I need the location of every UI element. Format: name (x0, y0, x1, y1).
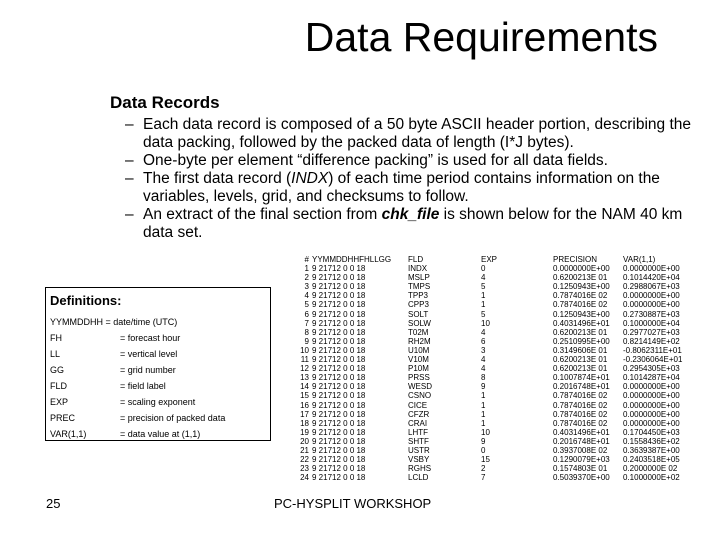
cell-value: 0.0000000E+00 (623, 418, 680, 428)
footer-text: PC-HYSPLIT WORKSHOP (274, 496, 432, 511)
cell-datetime: 9 21712 0 0 18 (312, 373, 366, 383)
table-header-row (297, 255, 683, 264)
cell-index: 18 (300, 418, 309, 428)
cell-datetime: 9 21712 0 0 18 (312, 291, 366, 301)
cell-index: 6 (304, 309, 309, 319)
bullet-italic-term: INDX (291, 170, 329, 187)
definition-row (50, 413, 225, 423)
cell-exponent: 4 (481, 364, 486, 374)
cell-index: 3 (304, 282, 309, 292)
cell-precision: 0.7874016E 02 (553, 409, 608, 419)
table-row (297, 282, 683, 291)
table-row (297, 300, 683, 309)
cell-field: V10M (408, 355, 429, 365)
bullet-text: One-byte per element “difference packing” is used for all data fields. (143, 152, 608, 169)
cell-field: INDX (408, 264, 428, 274)
table-row (297, 364, 683, 373)
cell-field: CPP3 (408, 300, 429, 310)
cell-value: 0.0000000E+00 (623, 391, 680, 401)
cell-precision: 0.3149606E 01 (553, 345, 608, 355)
cell-precision: 0.1574803E 01 (553, 464, 608, 474)
definition-value: = field label (120, 381, 166, 391)
definition-row (50, 397, 195, 407)
cell-datetime: 9 21712 0 0 18 (312, 409, 366, 419)
bullet-item (125, 116, 705, 152)
definition-key: YYMMDDHH = date/time (UTC) (50, 317, 178, 327)
definition-value: = forecast hour (120, 333, 181, 343)
cell-field: CFZR (408, 409, 430, 419)
cell-value: 0.2977027E+03 (623, 327, 680, 337)
table-row (297, 355, 683, 364)
cell-exponent: 5 (481, 282, 486, 292)
definition-key: FLD (50, 381, 68, 391)
definition-row (50, 317, 177, 327)
table-row (297, 264, 683, 273)
cell-precision: 0.2510995E+00 (553, 336, 610, 346)
cell-value: 0.2954305E+03 (623, 364, 680, 374)
col-header-index: # (304, 255, 309, 264)
cell-index: 8 (304, 327, 309, 337)
cell-index: 19 (300, 427, 309, 437)
cell-value: 0.2730887E+03 (623, 309, 680, 319)
cell-exponent: 15 (481, 455, 490, 465)
cell-datetime: 9 21712 0 0 18 (312, 300, 366, 310)
cell-field: CSNO (408, 391, 432, 401)
cell-index: 17 (300, 409, 309, 419)
cell-value: 0.1558436E+02 (623, 436, 680, 446)
cell-exponent: 0 (481, 264, 486, 274)
cell-index: 11 (300, 355, 309, 365)
cell-datetime: 9 21712 0 0 18 (312, 364, 366, 374)
definition-value: = vertical level (120, 349, 178, 359)
cell-index: 13 (300, 373, 309, 383)
cell-datetime: 9 21712 0 0 18 (312, 345, 366, 355)
cell-value: 0.0000000E+00 (623, 291, 680, 301)
cell-datetime: 9 21712 0 0 18 (312, 418, 366, 428)
col-header-field: FLD (408, 255, 424, 264)
cell-index: 2 (304, 273, 309, 283)
cell-field: LHTF (408, 427, 428, 437)
definition-value: = data value at (1,1) (120, 429, 201, 439)
cell-precision: 0.6200213E 01 (553, 364, 608, 374)
cell-value: -0.2306064E+01 (623, 355, 683, 365)
page-number: 25 (46, 496, 61, 511)
definition-key: FH (50, 333, 62, 343)
definition-row (50, 349, 177, 359)
table-row (297, 291, 683, 300)
cell-value: 0.1014287E+04 (623, 373, 680, 383)
cell-precision: 0.6200213E 01 (553, 327, 608, 337)
section-title: Data Records (110, 93, 220, 112)
cell-datetime: 9 21712 0 0 18 (312, 400, 366, 410)
cell-index: 1 (304, 264, 309, 274)
cell-exponent: 1 (481, 300, 486, 310)
cell-precision: 0.1007874E+01 (553, 373, 610, 383)
cell-exponent: 10 (481, 318, 490, 328)
definitions-box (45, 287, 271, 441)
cell-datetime: 9 21712 0 0 18 (312, 336, 366, 346)
cell-datetime: 9 21712 0 0 18 (312, 473, 366, 483)
cell-datetime: 9 21712 0 0 18 (312, 309, 366, 319)
table-row (297, 273, 683, 282)
bullet-list (125, 116, 705, 242)
table-row (297, 428, 683, 437)
cell-exponent: 1 (481, 418, 486, 428)
bullet-text: is shown below for the NAM 40 km data set. (143, 206, 683, 241)
cell-exponent: 1 (481, 291, 486, 301)
cell-value: 0.1014420E+04 (623, 273, 680, 283)
cell-index: 20 (300, 436, 309, 446)
cell-precision: 0.1250943E+00 (553, 309, 610, 319)
cell-value: 0.1704450E+03 (623, 427, 680, 437)
definition-row (50, 381, 166, 391)
cell-field: PRSS (408, 373, 430, 383)
bullet-dash: – (125, 170, 134, 187)
cell-value: 0.8214149E+02 (623, 336, 680, 346)
cell-field: VSBY (408, 455, 430, 465)
cell-precision: 0.7874016E 02 (553, 400, 608, 410)
cell-datetime: 9 21712 0 0 18 (312, 355, 366, 365)
cell-datetime: 9 21712 0 0 18 (312, 273, 366, 283)
cell-exponent: 9 (481, 436, 486, 446)
table-row (297, 464, 683, 473)
cell-precision: 0.7874016E 02 (553, 391, 608, 401)
cell-datetime: 9 21712 0 0 18 (312, 436, 366, 446)
cell-field: SOLW (408, 318, 431, 328)
cell-exponent: 9 (481, 382, 486, 392)
cell-precision: 0.6200213E 01 (553, 355, 608, 365)
bullet-item (125, 152, 705, 170)
cell-exponent: 7 (481, 473, 486, 483)
cell-field: P10M (408, 364, 429, 374)
table-row (297, 446, 683, 455)
cell-exponent: 10 (481, 427, 490, 437)
cell-exponent: 1 (481, 409, 486, 419)
cell-value: 0.2403518E+05 (623, 455, 680, 465)
cell-exponent: 2 (481, 464, 486, 474)
col-header-datetime: YYMMDDHHFHLLGG (312, 255, 392, 264)
cell-value: 0.1000000E+04 (623, 318, 680, 328)
cell-precision: 0.1250943E+00 (553, 282, 610, 292)
table-row (297, 419, 683, 428)
cell-value: -0.8062311E+01 (623, 345, 682, 355)
cell-datetime: 9 21712 0 0 18 (312, 391, 366, 401)
bullet-text: An extract of the final section from (143, 206, 382, 223)
chk-file-extract-table (297, 255, 683, 482)
cell-precision: 0.4031496E+01 (553, 318, 610, 328)
definition-key: GG (50, 365, 65, 375)
cell-field: TMPS (408, 282, 431, 292)
definition-key: EXP (50, 397, 69, 407)
cell-exponent: 6 (481, 336, 486, 346)
cell-datetime: 9 21712 0 0 18 (312, 282, 366, 292)
cell-field: CICE (408, 400, 428, 410)
col-header-precision: PRECISION (553, 255, 598, 264)
col-header-value: VAR(1,1) (623, 255, 656, 264)
cell-field: LCLD (408, 473, 429, 483)
cell-precision: 0.3937008E 02 (553, 445, 608, 455)
definition-row (50, 333, 180, 343)
cell-exponent: 8 (481, 373, 486, 383)
table-row (297, 473, 683, 482)
table-row (297, 382, 683, 391)
bullet-item (125, 206, 705, 242)
cell-exponent: 4 (481, 327, 486, 337)
cell-index: 23 (300, 464, 309, 474)
cell-value: 0.2000000E 02 (623, 464, 678, 474)
table-row (297, 401, 683, 410)
cell-precision: 0.4031496E+01 (553, 427, 610, 437)
cell-exponent: 1 (481, 391, 486, 401)
cell-value: 0.0000000E+00 (623, 400, 680, 410)
cell-exponent: 1 (481, 400, 486, 410)
table-row (297, 310, 683, 319)
cell-value: 0.1000000E+02 (623, 473, 680, 483)
cell-precision: 0.0000000E+00 (553, 264, 610, 274)
table-row (297, 373, 683, 382)
cell-index: 21 (300, 445, 309, 455)
table-row (297, 337, 683, 346)
col-header-exponent: EXP (481, 255, 498, 264)
cell-datetime: 9 21712 0 0 18 (312, 327, 366, 337)
table-row (297, 328, 683, 337)
cell-field: RH2M (408, 336, 431, 346)
definitions-title: Definitions: (50, 293, 122, 308)
cell-datetime: 9 21712 0 0 18 (312, 464, 366, 474)
cell-precision: 0.7874016E 02 (553, 291, 608, 301)
bullet-item (125, 170, 705, 206)
cell-exponent: 5 (481, 309, 486, 319)
table-body (297, 264, 683, 482)
cell-datetime: 9 21712 0 0 18 (312, 318, 366, 328)
cell-field: USTR (408, 445, 430, 455)
cell-precision: 0.6200213E 01 (553, 273, 608, 283)
cell-index: 14 (300, 382, 309, 392)
table-row (297, 346, 683, 355)
cell-datetime: 9 21712 0 0 18 (312, 427, 366, 437)
cell-field: MSLP (408, 273, 430, 283)
cell-precision: 0.1290079E+03 (553, 455, 610, 465)
definition-row (50, 429, 200, 439)
cell-index: 4 (304, 291, 309, 301)
bullet-text: The first data record ( (143, 170, 292, 187)
definition-key: VAR(1,1) (50, 429, 87, 439)
cell-index: 10 (300, 345, 309, 355)
definition-key: PREC (50, 413, 76, 423)
cell-datetime: 9 21712 0 0 18 (312, 382, 366, 392)
cell-value: 0.0000000E+00 (623, 264, 680, 274)
definition-key: LL (50, 349, 61, 359)
bullet-dash: – (125, 206, 134, 223)
cell-datetime: 9 21712 0 0 18 (312, 455, 366, 465)
cell-index: 12 (300, 364, 309, 374)
cell-exponent: 4 (481, 273, 486, 283)
cell-field: CRAI (408, 418, 428, 428)
cell-value: 0.0000000E+00 (623, 300, 680, 310)
table-row (297, 319, 683, 328)
bullet-text: Each data record is composed of a 50 byte ASCII header portion, describing the data packing, followed by the packed data of length (I*J bytes). (143, 116, 691, 151)
cell-index: 5 (304, 300, 309, 310)
table-row (297, 437, 683, 446)
bullet-text: ) of each time period contains information on the variables, levels, grid, and checksums to follow. (143, 170, 660, 205)
cell-precision: 0.2016748E+01 (553, 436, 610, 446)
bullet-dash: – (125, 116, 134, 133)
cell-exponent: 3 (481, 345, 486, 355)
definition-value: = scaling exponent (120, 397, 196, 407)
cell-datetime: 9 21712 0 0 18 (312, 264, 366, 274)
definition-value: = grid number (120, 365, 176, 375)
cell-exponent: 0 (481, 445, 486, 455)
table-row (297, 455, 683, 464)
bullet-dash: – (125, 152, 134, 169)
cell-index: 9 (304, 336, 309, 346)
cell-field: T02M (408, 327, 429, 337)
cell-field: SHTF (408, 436, 429, 446)
slide-title: Data Requirements (304, 14, 658, 60)
definition-row (50, 365, 176, 375)
cell-index: 16 (300, 400, 309, 410)
cell-value: 0.2988067E+03 (623, 282, 680, 292)
cell-exponent: 4 (481, 355, 486, 365)
cell-field: TPP3 (408, 291, 429, 301)
cell-field: SOLT (408, 309, 429, 319)
bullet-filename: chk_file (381, 206, 440, 223)
cell-precision: 0.5039370E+00 (553, 473, 610, 483)
cell-value: 0.3639387E+00 (623, 445, 680, 455)
cell-datetime: 9 21712 0 0 18 (312, 445, 366, 455)
cell-index: 7 (304, 318, 309, 328)
cell-index: 22 (300, 455, 309, 465)
cell-precision: 0.7874016E 02 (553, 300, 608, 310)
cell-index: 24 (300, 473, 309, 483)
cell-value: 0.0000000E+00 (623, 409, 680, 419)
table-row (297, 410, 683, 419)
cell-field: RGHS (408, 464, 432, 474)
cell-index: 15 (300, 391, 309, 401)
cell-precision: 0.7874016E 02 (553, 418, 608, 428)
definition-value: = precision of packed data (120, 413, 226, 423)
cell-value: 0.0000000E+00 (623, 382, 680, 392)
cell-field: U10M (408, 345, 430, 355)
cell-field: WESD (408, 382, 432, 392)
table-row (297, 391, 683, 400)
cell-precision: 0.2016748E+01 (553, 382, 610, 392)
